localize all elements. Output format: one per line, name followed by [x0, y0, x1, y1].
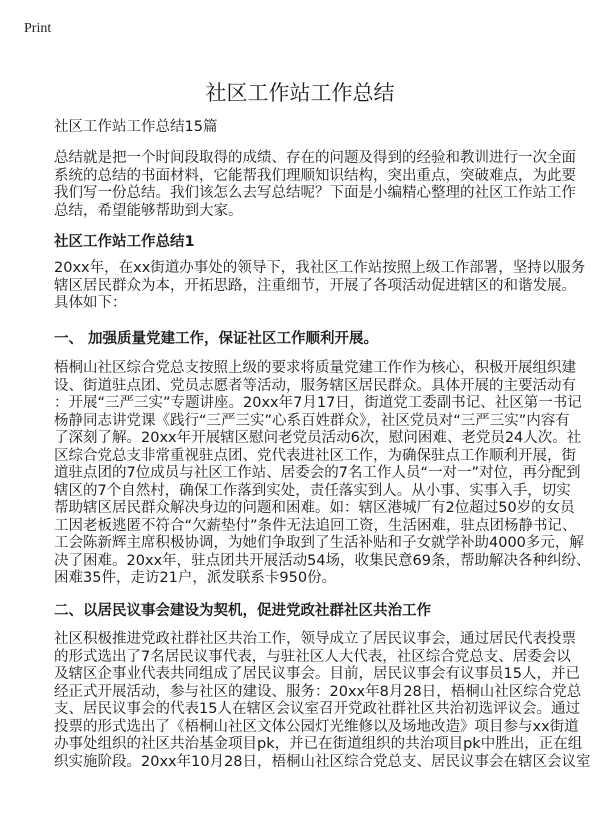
- text-line: 具体如下：: [54, 295, 127, 311]
- text-line: 帮助辖区居民群众解决身边的问题和困难。如：辖区港城厂有2位超过50岁的女员: [54, 500, 575, 516]
- section-title: 社区工作站工作总结1: [54, 234, 195, 250]
- paragraph-2: [54, 360, 591, 588]
- paragraph-1: [54, 260, 585, 313]
- text-line: 辖区的7个自然村，确保工作落到实处，责任落实到人。从小事、实事入手，切实: [54, 482, 571, 499]
- text-line: 支、居民议事会的代表15人在辖区会议室召开党政社群社区共治初选评议会。通过: [54, 701, 580, 717]
- text-line: 系统的总结的书面材料，它能帮我们理顺知识结构，突出重点，突破难点，为此要: [54, 167, 576, 184]
- text-line: 及辖区企事业代表共同组成了居民议事会。目前，居民议事会有议事员15人，并已: [54, 666, 580, 682]
- text-line: 总结就是把一个时间段取得的成绩、存在的问题及得到的经验和教训进行一次全面: [54, 150, 576, 166]
- text-line: 杨静同志讲党课《践行“三严三实”心系百姓群众》，社区党员对“三严三实”内容有: [54, 412, 570, 429]
- text-line: 我们写一份总结。我们该怎么去写总结呢？下面是小编精心整理的社区工作站工作: [54, 185, 576, 201]
- heading-1: 一、 加强质量党建工作，保证社区工作顺利开展。: [54, 331, 379, 347]
- text-line: 区综合党总支非常重视驻点团、党代表进社区工作，为确保驻点工作顺利开展，街: [54, 447, 576, 464]
- text-line: 工会陈新辉主席积极协调，为她们争取到了生活补贴和子女就学补助4000多元，解: [54, 535, 584, 551]
- document-title: 社区工作站工作总结: [205, 81, 395, 105]
- print-link[interactable]: Print: [24, 21, 52, 36]
- text-line: 办事处组织的社区共治基金项目pk，并已在街道组织的共治项目pk中胜出，正在组: [54, 736, 583, 752]
- document-subtitle: 社区工作站工作总结15篇: [54, 119, 218, 135]
- text-line: 道驻点团的7位成员与社区工作站、居委会的7名工作人员“一对一”对位，再分配到: [54, 465, 581, 481]
- text-line: 总结，希望能够帮助到大家。: [54, 202, 243, 219]
- text-line: 了深刻了解。20xx年开展辖区慰问老党员活动6次，慰问困难、老党员24人次。社: [54, 430, 582, 446]
- text-line: 辖区居民群众为本，开拓思路，注重细节，开展了各项活动促进辖区的和谐发展。: [54, 277, 576, 294]
- heading-2: 二、以居民议事会建设为契机，促进党政社群社区共治工作: [54, 603, 431, 619]
- text-line: 投票的形式选出了《梧桐山社区文体公园灯光维修以及场地改造》项目参与xx街道: [54, 718, 579, 735]
- text-line: 工因老板逃匿不符合“欠薪垫付”条件无法追回工资，生活困难，驻点团杨静书记、: [54, 517, 577, 534]
- text-line: 困难35件，走访21户，派发联系卡950份。: [54, 570, 337, 586]
- text-line: 织实施阶段。20xx年10月28日，梧桐山社区综合党总支、居民议事会在辖区会议室: [54, 753, 591, 770]
- intro-paragraph: [54, 150, 576, 220]
- text-line: 20xx年，在xx街道办事处的领导下，我社区工作站按照上级工作部署，坚持以服务: [54, 260, 586, 276]
- text-line: 的形式选出了7名居民议事代表，与驻社区人大代表，社区综合党总支、居委会以: [54, 648, 571, 665]
- text-line: 设、街道驻点团、党员志愿者等活动，服务辖区居民群众。具体开展的主要活动有: [54, 377, 576, 394]
- text-line: ：开展“三严三实”专题讲座。20xx年7月17日，街道党工委副书记、社区第一书记: [54, 395, 582, 411]
- text-line: 社区积极推进党政社群社区共治工作，领导成立了居民议事会，通过居民代表投票: [54, 631, 576, 647]
- paragraph-3: [54, 631, 591, 771]
- text-line: 经正式开展活动，参与社区的建设、服务：20xx年8月28日，梧桐山社区综合党总: [54, 683, 582, 700]
- text-line: 决了困难。20xx年，驻点团共开展活动54场，收集民意69条，帮助解决各种纠纷、: [54, 552, 591, 569]
- text-line: 梧桐山社区综合党总支按照上级的要求将质量党建工作作为核心，积极开展组织建: [54, 360, 576, 376]
